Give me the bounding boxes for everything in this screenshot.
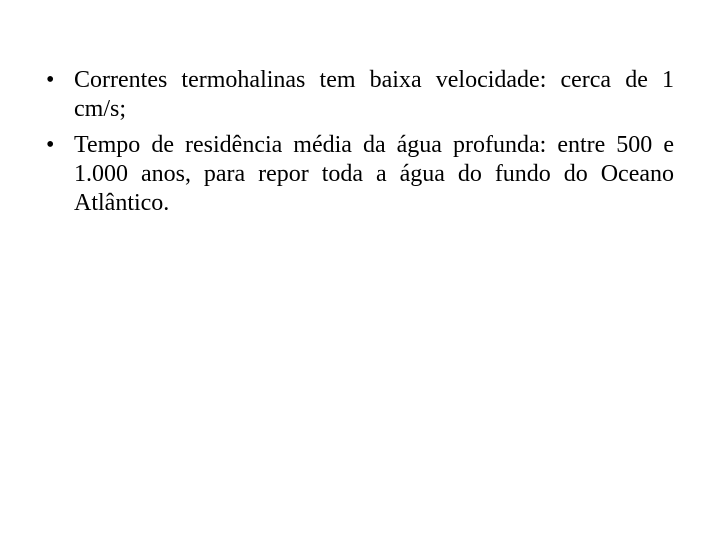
bullet-list: [44, 66, 674, 225]
bullet-item-residence-time: [44, 131, 674, 218]
bullet-text: Tempo de residência média da água profunda: entre 500 e 1.000 anos, para repor toda a água do fundo do Oceano Atlântico.: [74, 132, 674, 216]
bullet-marker: •: [46, 67, 55, 93]
bullet-marker: •: [46, 132, 55, 158]
bullet-text: Correntes termohalinas tem baixa velocidade: cerca de 1 cm/s;: [74, 67, 674, 122]
bullet-item-currents: [44, 66, 674, 124]
